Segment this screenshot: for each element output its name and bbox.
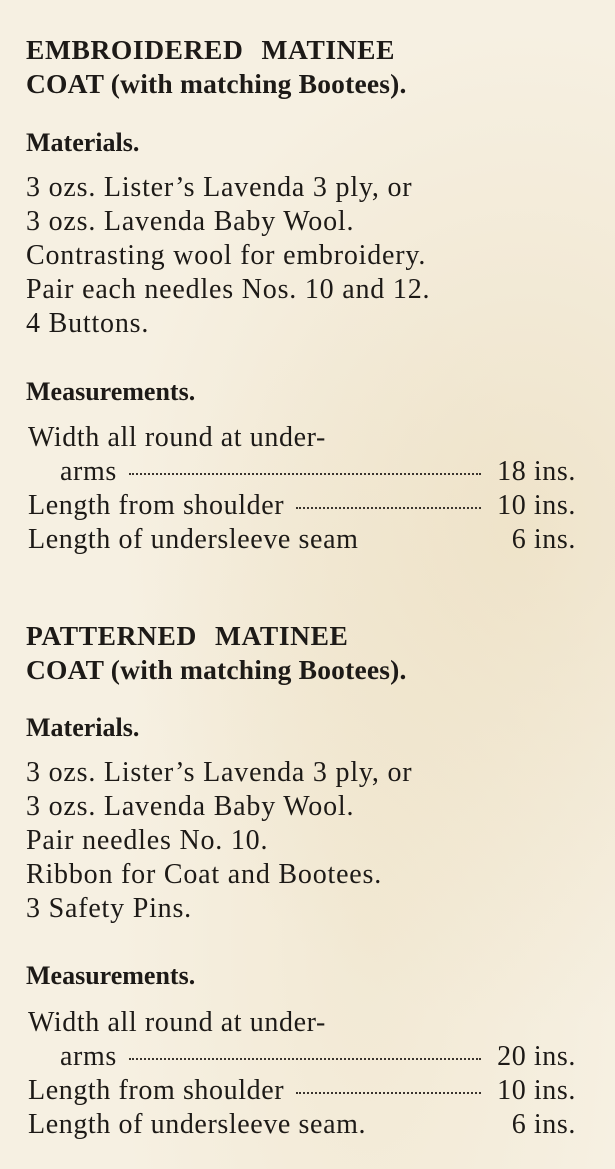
materials-line: Pair each needles Nos. 10 and 12. xyxy=(26,274,431,305)
materials-line: Pair needles No. 10. xyxy=(26,825,269,856)
materials-line: Ribbon for Coat and Bootees. xyxy=(26,859,383,890)
measurement-label: Length of undersleeve seam. xyxy=(28,1109,367,1140)
measurement-value: 10 ins. xyxy=(497,490,576,521)
measurements-table xyxy=(28,1006,576,1142)
dot-leader xyxy=(129,473,481,475)
measurement-row xyxy=(28,1040,576,1074)
measurement-intro: Width all round at under- xyxy=(28,1007,326,1038)
materials-heading: Materials. xyxy=(26,128,140,157)
section-title xyxy=(26,33,586,101)
measurement-label: Length of undersleeve seam xyxy=(28,524,359,555)
materials-list xyxy=(26,171,586,341)
measurement-value: 10 ins. xyxy=(497,1075,576,1106)
measurement-intro: Width all round at under- xyxy=(28,422,326,453)
measurements-heading: Measurements. xyxy=(26,961,196,990)
measurement-label: Length from shoulder xyxy=(28,1075,285,1106)
materials-line: Contrasting wool for embroidery. xyxy=(26,240,427,271)
measurement-row xyxy=(28,1108,576,1142)
materials-line: 3 ozs. Lavenda Baby Wool. xyxy=(26,791,355,822)
title-word: EMBROIDERED xyxy=(26,34,244,65)
measurement-label: Length from shoulder xyxy=(28,490,285,521)
measurement-value: 6 ins. xyxy=(511,1109,576,1140)
dot-leader xyxy=(129,1058,481,1060)
title-line-1 xyxy=(26,33,586,67)
title-word: PATTERNED xyxy=(26,620,197,651)
materials-list xyxy=(26,756,586,926)
dot-leader xyxy=(296,1092,481,1094)
measurement-label: arms xyxy=(60,456,117,487)
title-line-1 xyxy=(26,619,586,653)
measurement-row xyxy=(28,455,576,489)
measurement-value: 20 ins. xyxy=(497,1041,576,1072)
materials-line: 3 ozs. Lister’s Lavenda 3 ply, or xyxy=(26,757,413,788)
measurement-intro-row xyxy=(28,1006,576,1040)
materials-line: 3 ozs. Lavenda Baby Wool. xyxy=(26,206,355,237)
materials-line: 4 Buttons. xyxy=(26,308,150,339)
measurement-row xyxy=(28,1074,576,1108)
materials-heading: Materials. xyxy=(26,713,140,742)
section-title xyxy=(26,619,586,687)
dot-leader xyxy=(296,507,481,509)
materials-line: 3 Safety Pins. xyxy=(26,893,192,924)
measurements-heading: Measurements. xyxy=(26,377,196,406)
measurement-row xyxy=(28,523,576,557)
title-line-2: COAT (with matching Bootees). xyxy=(26,654,407,685)
measurement-intro-row xyxy=(28,421,576,455)
materials-line: 3 ozs. Lister’s Lavenda 3 ply, or xyxy=(26,172,413,203)
measurement-value: 6 ins. xyxy=(511,524,576,555)
title-word: MATINEE xyxy=(214,620,349,651)
measurements-table xyxy=(28,421,576,557)
measurement-label: arms xyxy=(60,1041,117,1072)
title-word: MATINEE xyxy=(261,34,396,65)
measurement-value: 18 ins. xyxy=(497,456,576,487)
measurement-row xyxy=(28,489,576,523)
title-line-2: COAT (with matching Bootees). xyxy=(26,68,407,99)
